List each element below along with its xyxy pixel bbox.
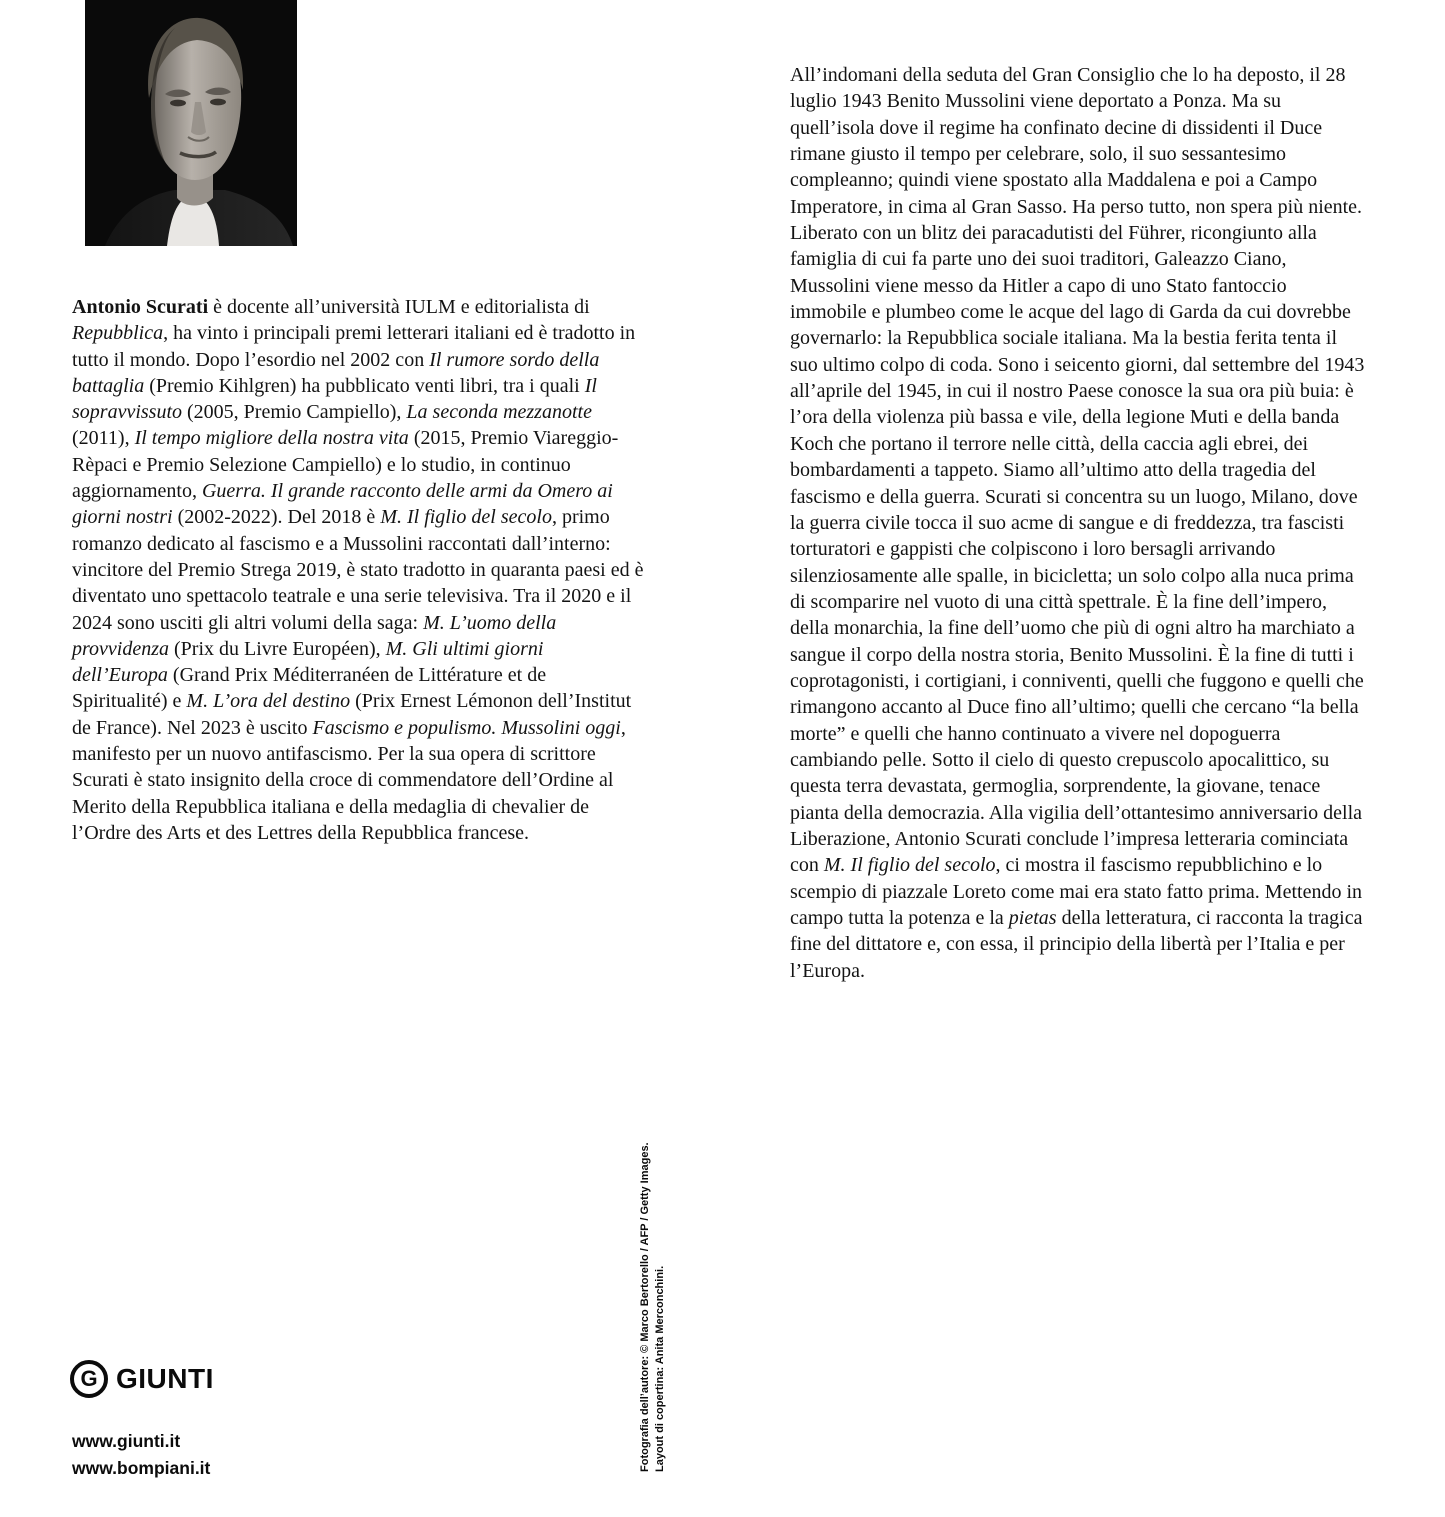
author-photo bbox=[85, 0, 297, 246]
eye-right bbox=[210, 99, 226, 106]
giunti-logo-icon bbox=[70, 1360, 108, 1398]
publisher-logo bbox=[70, 1360, 214, 1398]
giunti-logo-letter: G bbox=[80, 1365, 98, 1391]
eye-left bbox=[170, 100, 186, 107]
author-bio: Antonio Scurati è docente all’università IULM e editorialista di Repubblica, ha vinto i principali premi letterari italiani ed è tradotto in tutto il mondo. Dopo l’esordio nel 2002 con Il rumore sordo della battaglia (Premio Kihlgren) ha pubblicato venti libri, tra i quali Il sopravvissuto (2005, Premio Campiello), La seconda mezzanotte (2011), Il tempo migliore della nostra vita (2015, Premio Viareggio-Rèpaci e Premio Selezione Campiello) e lo studio, in continuo aggiornamento, Guerra. Il grande racconto delle armi da Omero ai giorni nostri (2002-2022). Del 2018 è M. Il figlio del secolo, primo romanzo dedicato al fascismo e a Mussolini raccontati dall’interno: vincitore del Premio Strega 2019, è stato tradotto in quaranta paesi ed è diventato uno spettacolo teatrale e una serie televisiva. Tra il 2020 e il 2024 sono usciti gli altri volumi della saga: M. L’uomo della provvidenza (Prix du Livre Européen), M. Gli ultimi giorni dell’Europa (Grand Prix Méditerranéen de Littérature et de Spiritualité) e M. L’ora del destino (Prix Ernest Lémonon dell’Institut de France). Nel 2023 è uscito Fascismo e populismo. Mussolini oggi, manifesto per un nuovo antifascismo. Per la sua opera di scrittore Scurati è stato insignito della croce di commendatore dell’Ordine al Merito della Repubblica italiana e della medaglia di chevalier de l’Ordre des Arts et des Lettres della Repubblica francese. bbox=[72, 296, 644, 844]
publisher-websites bbox=[72, 1428, 210, 1482]
website-bompiani: www.bompiani.it bbox=[72, 1458, 211, 1478]
website-giunti: www.giunti.it bbox=[72, 1431, 181, 1451]
book-synopsis: All’indomani della seduta del Gran Consiglio che lo ha deposto, il 28 luglio 1943 Benito Mussolini viene deportato a Ponza. Ma su quell’isola dove il regime ha confinato decine di dissidenti il Duce rimane giusto il tempo per celebrare, solo, il suo sessantesimo compleanno; quindi viene spostato alla Maddalena e poi a Campo Imperatore, in cima al Gran Sasso. Ha perso tutto, non spera più niente. Liberato con un blitz dei paracadutisti del Führer, ricongiunto alla famiglia di cui fa parte uno dei suoi traditori, Galeazzo Ciano, Mussolini viene messo da Hitler a capo di uno Stato fantoccio immobile e plumbeo come le acque del lago di Garda da cui dovrebbe governarlo: la Repubblica sociale italiana. Ma la bestia ferita tenta il suo ultimo colpo di coda. Sono i seicento giorni, dal settembre del 1943 all’aprile del 1945, in cui il nostro Paese conosce la sua ora più buia: è l’ora della violenza più bassa e vile, della legione Muti e della banda Koch che portano il terrore nelle città, della caccia agli ebrei, dei bombardamenti a tappeto. Siamo all’ultimo atto della tragedia del fascismo e della guerra. Scurati si concentra su un luogo, Milano, dove la guerra civile tocca il suo acme di sangue e di freddezza, tra fascisti torturatori e gappisti che colpiscono i loro bersagli arrivando silenziosamente alle spalle, in bicicletta; un solo colpo alla nuca prima di scomparire nel vuoto di una città spettrale. È la fine dell’impero, della monarchia, la fine dell’uomo che più di ogni altro ha marchiato a sangue il corpo della nostra storia, Benito Mussolini. È la fine di tutti i coprotagonisti, i cortigiani, i conniventi, quelli che fuggono e quelli che rimangono accanto al Duce fino all’ultimo; quelli che cercano “la bella morte” e quelli che hanno continuato a vivere nel dopoguerra cambiando pelle. Sotto il cielo di questo crepuscolo apocalittico, su questa terra devastata, germoglia, sorprendente, la giovane, tenace pianta della democrazia. Alla vigilia dell’ottantesimo anniversario della Liberazione, Antonio Scurati conclude l’impresa letteraria cominciata con M. Il figlio del secolo, ci mostra il fascismo repubblichino e lo scempio di piazzale Loreto come mai era stato fatto prima. Mettendo in campo tutta la potenza e la pietas della letteratura, ci racconta la tragica fine del dittatore e, con essa, il principio della libertà per l’Italia e per l’Europa. bbox=[790, 64, 1365, 982]
photo-credits: Fotografia dell’autore: © Marco Bertorello / AFP / Getty Images. Layout di copertina: Anita Merconchini. bbox=[639, 1142, 666, 1472]
publisher-name: GIUNTI bbox=[116, 1363, 214, 1394]
